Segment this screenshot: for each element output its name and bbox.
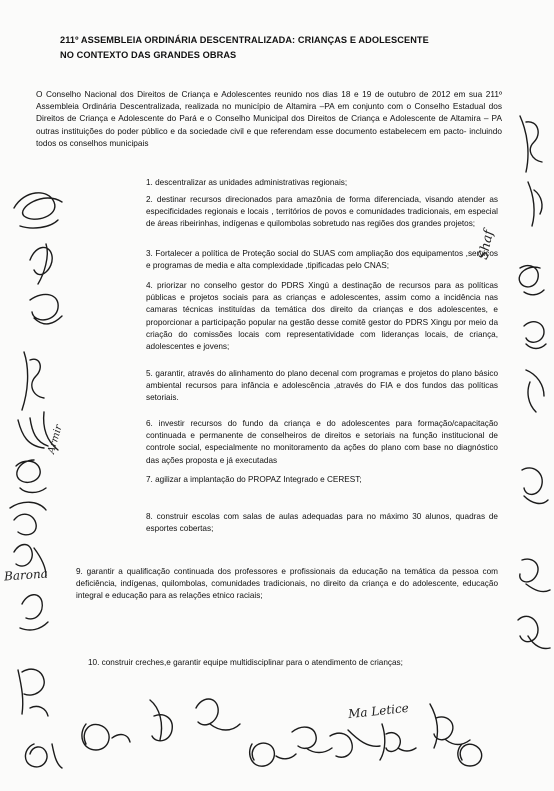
- signature-mark: Ma Letice: [347, 700, 410, 722]
- list-item: 8. construir escolas com salas de aulas adequadas para no máximo 30 alunos, quadras de esportes cobertas;: [146, 512, 498, 534]
- list-item: 2. destinar recursos direcionados para amazônia de forma diferenciada, visando atender as especificidades regionais e locais , territórios de povos e comunidades tradicionais, em especial de áreas ribeirinhas, indígenas e quilombolas sobretudo nas regiões dos grandes projetos;: [146, 195, 498, 229]
- list-item: 4. priorizar no conselho gestor do PDRS Xingú a destinação de recursos para as políticas públicas e projetos sociais para as crianças e adolescentes, assim como a incidência nas camaras técnicas instituídas da temática dos direito da crianças e dos adolescentes, e proporcionar a participação popular na gestão desse comitê gestor do PDRS Xingu por meio da criação do comissões locais com representatividade com lideranças locais, de criança, adolescentes e jovens;: [146, 281, 498, 352]
- signature-mark: [14, 193, 62, 228]
- signature-mark: Barona: [3, 566, 49, 584]
- signature-mark: [30, 294, 62, 323]
- signature-mark: [20, 595, 48, 630]
- signature-mark: [10, 502, 46, 535]
- signature-mark: [250, 743, 296, 766]
- intro-paragraph: O Conselho Nacional dos Direitos de Criança e Adolescentes reunido nos dias 18 e 19 de outubro de 2012 em sua 211º Assembleia Ordinária Descentralizada, realizada no município de Altamira –PA em conjunto com o Conselho Estadual dos Direitos de Criança e Adolescente do Pará e o Conselho Municipal dos Direitos de Criança e Adolescente de Altamira – PA outras instituições do poder público e da sociedade civil e que referendam esse documento estabelecem em pacto- incluindo todos os conselhos municipais: [36, 89, 502, 148]
- signature-mark: [196, 699, 240, 730]
- signature-mark: [16, 460, 46, 493]
- signature-mark: [458, 744, 482, 766]
- title-line-1: 211º ASSEMBLEIA ORDINÁRIA DESCENTRALIZADA: CRIANÇAS E ADOLESCENTE: [60, 35, 429, 45]
- signature-mark: [150, 700, 172, 741]
- signature-mark: [292, 727, 332, 752]
- list-item: 7. agilizar a implantação do PROPAZ Integrado e CEREST;: [146, 475, 362, 484]
- signature-mark: [520, 116, 542, 172]
- signature-mark: [526, 370, 544, 412]
- signature-mark: [528, 182, 542, 226]
- signature-mark: [520, 559, 550, 592]
- signature-mark: [82, 724, 130, 750]
- list-item: 1. descentralizar as unidades administrativas regionais;: [146, 178, 348, 187]
- signature-mark: [519, 266, 544, 295]
- list-item: 3. Fortalecer a política de Proteção social do SUAS com ampliação dos equipamentos ,serviços e programas de media e alta complexidade ,tipificadas pelo CNAS;: [146, 249, 498, 271]
- list-item: 5. garantir, através do alinhamento do plano decenal com programas e projetos do plano básico ambiental recursos para infância e adolescência ,através do FIA e dos fundos das políticas setoriais.: [146, 369, 498, 403]
- signature-mark: Shaf: [476, 228, 497, 262]
- signature-mark: [25, 744, 62, 768]
- signature-mark: [330, 730, 380, 757]
- signature-mark: Armir: [46, 423, 65, 456]
- signature-mark: [380, 724, 416, 760]
- list-item: 9. garantir a qualificação continuada dos professores e profissionais da educação na temática da pessoa com deficiência, indígenas, quilombolas, comunidades tradicionais, no direito da criança e do adolescente, educação integral e educação para as relações etnico raciais;: [76, 567, 498, 601]
- signature-mark: [30, 244, 52, 284]
- signature-mark: [22, 352, 44, 410]
- list-item: 6. investir recursos do fundo da criança e do adolescentes para formação/capacitação continuada e permanente de conselheiros de direitos e setoriais na função institucional de controle social, especialmente no monitoramento da ações do plano com base no diagnóstico das ações proposta e já executadas: [146, 419, 498, 465]
- signature-mark: [518, 616, 550, 648]
- signature-mark: [430, 704, 470, 748]
- title-line-2: NO CONTEXTO DAS GRANDES OBRAS: [60, 50, 237, 60]
- signature-mark: [522, 468, 548, 504]
- signature-mark: [524, 322, 546, 349]
- list-item: 10. construir creches,e garantir equipe multidisciplinar para o atendimento de crianças;: [88, 658, 403, 667]
- signature-mark: [18, 669, 48, 716]
